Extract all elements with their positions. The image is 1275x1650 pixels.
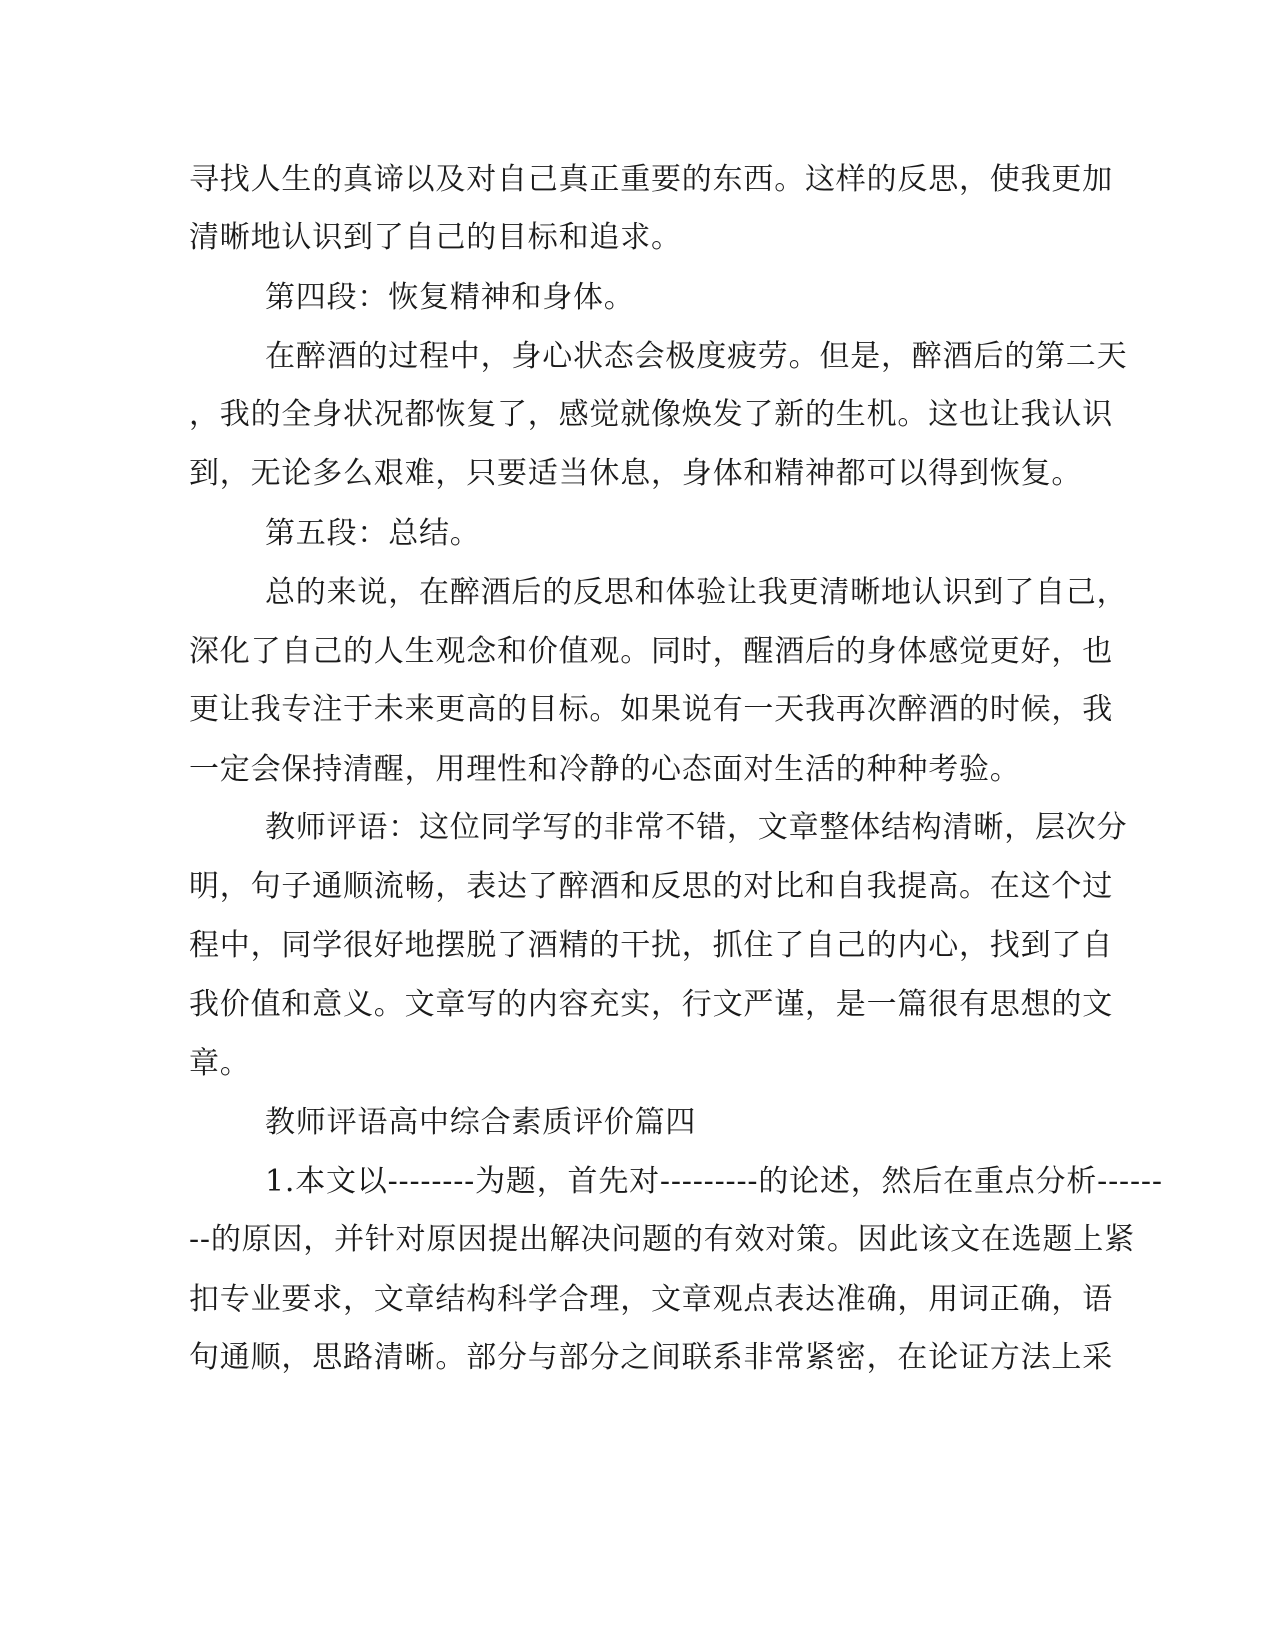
text-line: 在醉酒的过程中，身心状态会极度疲劳。但是，醉酒后的第二天 (265, 339, 1128, 374)
text-line: ，我的全身状况都恢复了，感觉就像焕发了新的生机。这也让我认识 (189, 397, 1113, 432)
text-line: 程中，同学很好地摆脱了酒精的干扰，抓住了自己的内心，找到了自 (189, 928, 1113, 963)
section-heading: 第五段：总结。 (265, 516, 481, 551)
text-line: 一定会保持清醒，用理性和冷静的心态面对生活的种种考验。 (189, 752, 1021, 787)
text-line: --的原因，并针对原因提出解决问题的有效对策。因此该文在选题上紧 (189, 1222, 1135, 1257)
text-line: 深化了自己的人生观念和价值观。同时，醒酒后的身体感觉更好，也 (189, 634, 1113, 669)
text-line: 教师评语：这位同学写的非常不错，文章整体结构清晰，层次分 (265, 810, 1128, 845)
text-line: 到，无论多么艰难，只要适当休息，身体和精神都可以得到恢复。 (189, 456, 1083, 491)
text-line: 明，句子通顺流畅，表达了醉酒和反思的对比和自我提高。在这个过 (189, 869, 1113, 904)
section-heading: 第四段：恢复精神和身体。 (265, 280, 635, 315)
text-line: 扣专业要求，文章结构科学合理，文章观点表达准确，用词正确，语 (189, 1282, 1113, 1317)
text-line: 更让我专注于未来更高的目标。如果说有一天我再次醉酒的时候，我 (189, 692, 1113, 727)
section-heading: 教师评语高中综合素质评价篇四 (265, 1105, 697, 1140)
text-line: 我价值和意义。文章写的内容充实，行文严谨，是一篇很有思想的文 (189, 987, 1113, 1022)
text-line: 章。 (189, 1046, 251, 1081)
text-line: 寻找人生的真谛以及对自己真正重要的东西。这样的反思，使我更加 (189, 162, 1113, 197)
text-line: 1.本文以--------为题，首先对---------的论述，然后在重点分析------ (265, 1164, 1163, 1199)
text-line: 句通顺，思路清晰。部分与部分之间联系非常紧密，在论证方法上采 (189, 1340, 1113, 1375)
text-line: 总的来说，在醉酒后的反思和体验让我更清晰地认识到了自己， (265, 575, 1128, 610)
text-line: 清晰地认识到了自己的目标和追求。 (189, 220, 682, 255)
